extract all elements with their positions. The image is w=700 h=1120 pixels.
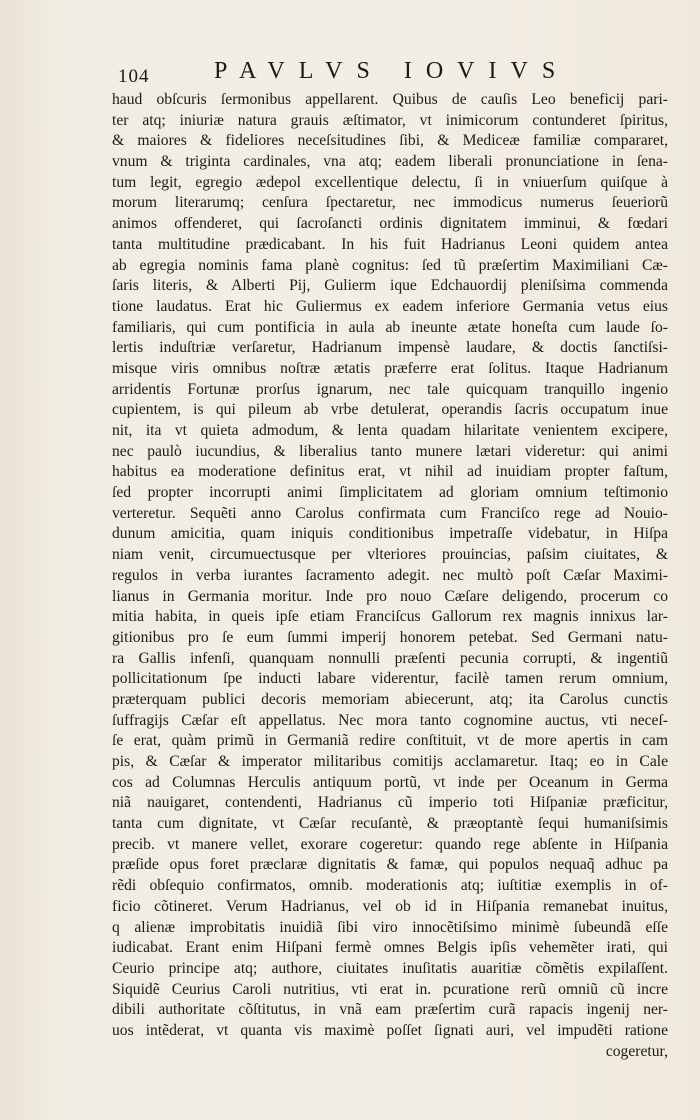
text-line: dunum amicitia, quam iniquis conditionibus impetraſſe videbatur, in Hiſpa <box>112 525 668 543</box>
text-line: pis, & Cæſar & imperator militaribus comitijs acclamaretur. Itaq; eo in Cale <box>112 753 668 770</box>
text-line: morum literarumq; cenſura ſpectaretur, nec immodicus numerus ſeueriorũ <box>112 194 668 212</box>
text-line: niã nauigaret, contendenti, Hadrianus cũ imperio toti Hiſpaniæ præficitur, <box>112 794 668 812</box>
text-line: ficio cõtineret. Verum Hadrianus, vel ob id in Hiſpania remanebat inuitus, <box>112 897 668 915</box>
text-line: cos ad Columnas Herculis antiquum portũ, vt inde per Oceanum in Germa <box>112 773 668 791</box>
text-line: ſuffragijs Cæſar eſt appellatus. Nec mora tanto cognomine auctus, vti neceſ- <box>112 711 668 729</box>
text-line: præſide opus foret præclaræ dignitatis & famæ, qui populos nequaq̃ adhuc pa <box>112 856 668 874</box>
text-line: Ceurio principe atq; authore, ciuitates inuſitatis auaritiæ cõmẽtis expilaſſent. <box>112 959 668 977</box>
text-line: cupientem, is qui pileum ab vrbe detulerat, operandis ſacris occupatum inue <box>112 401 668 419</box>
text-line: arridentis Fortunæ prorſus ignarum, nec tale quicquam tranquillo ingenio <box>112 380 668 398</box>
text-line: rẽdi obſequio confirmatos, omnib. moderationis atq; iuſtitiæ exemplis in of- <box>112 877 668 895</box>
text-line: nec paulò iucundius, & liberalius tanto munere lætari videretur: qui animi <box>112 442 668 460</box>
text-line: mitia habita, in queis ipſe etiam Franciſcus Gallorum rex magnis innixus lar- <box>112 608 668 626</box>
page-header <box>118 58 618 90</box>
text-line: habitus ea moderatione definitus erat, vt nihil ad inuidiam propter faſtum, <box>112 463 668 481</box>
text-line: q alienæ improbitatis inuidiã ſibi viro innocẽtiſsimo minimè ſubeundã eſſe <box>112 918 668 936</box>
text-line: nit, ita vt quieta admodum, & lenta quadam hilaritate venientem excipere, <box>112 422 668 439</box>
page-number: 104 <box>118 66 150 87</box>
text-line: tanta cum dignitate, vt Cæſar recuſantè, & præoptantè ſequi humaniſsimis <box>112 815 668 833</box>
text-line: familiaris, qui cum pontificia in aula ab ineunte ætate honeſta cum laude ſo- <box>112 318 668 336</box>
text-line: misque viris omnibus noſtræ ætatis præferre erat ſolitus. Itaque Hadrianum <box>112 359 668 377</box>
text-line: præterquam publici decoris memoriam abiecerunt, atq; ita Carolus cunctis <box>112 690 668 708</box>
text-line: ſe erat, quàm primũ in Germaniã redire conſtituit, vt de more apertis in cam <box>112 732 668 750</box>
text-line: lianus in Germania moritur. Inde pro nouo Cæſare deligendo, procerum co <box>112 587 668 605</box>
text-line: regulos in verba iurantes ſacramento adegit. nec multò poſt Cæſar Maximi- <box>112 566 668 584</box>
text-line: niam venit, circumuectusque per vlteriores prouincias, paſsim ciuitates, & <box>112 546 668 564</box>
text-line: animos offenderet, qui ſacroſancti ordinis dignitatem imminui, & fœdari <box>112 215 668 233</box>
text-line: ſed propter incorrupti animi ſimplicitatem ad gloriam omnium teſtimonio <box>112 484 668 502</box>
catchword: cogeretur, <box>605 1042 668 1060</box>
text-line: tanta multitudine prædicabant. In his fuit Hadrianus Leoni quidem antea <box>112 235 668 253</box>
text-line: tum legit, egregio ædepol excellentique delectu, ſi in vniuerſum quiſque à <box>112 173 668 191</box>
text-line: lertis induſtriæ verſaretur, Hadrianum impensè laudare, & doctis ſanctiſsi- <box>112 339 668 357</box>
text-line: Siquidẽ Ceurius Caroli nutritius, vti erat in. pcuratione rerũ omniũ cũ incre <box>112 980 668 998</box>
text-line: pollicitationum ſpe inducti labare viderentur, facilè tamen rerum omnium, <box>112 670 668 688</box>
text-line: ab egregia nominis fama planè cognitus: ſed tũ præſertim Maximiliani Cæ- <box>112 256 668 274</box>
text-line: uos intẽderat, vt quanta vis maximè poſſet ſignati auri, vel impudẽti ratione <box>112 1021 668 1039</box>
text-line: & maiores & fideliores neceſsitudines ſibi, & Mediceæ familiæ compararet, <box>112 132 668 150</box>
text-line: dibili authoritate cõſtitutus, in vnã eam præſertim curã rapacis ingenij ner- <box>112 1001 668 1019</box>
text-line: tione laudatus. Erat hic Guliermus ex eadem inferiore Germania vetus eius <box>112 297 668 315</box>
text-line: haud obſcuris ſermonibus appellarent. Quibus de cauſis Leo beneficij pari- <box>112 91 668 108</box>
text-line: verteretur. Sequẽti anno Carolus confirmata cum Franciſco rege ad Nouio- <box>112 504 668 522</box>
text-line: ra Gallis infenſi, quanquam nonnulli præſenti pecunia corrupti, & ingentiũ <box>112 649 668 667</box>
text-line: gitionibus pro ſe eum ſummi imperij honorem petebat. Sed Germani natu- <box>112 628 668 646</box>
text-line: ter atq; iniuriæ natura grauis æſtimator, vt inimicorum contunderet ſpiritus, <box>112 111 668 129</box>
text-line: vnum & triginta cardinales, vna atq; eadem liberali pronunciatione in ſena- <box>112 153 668 171</box>
text-line: precib. vt manere vellet, exorare cogeretur: quando rege abſente in Hiſpania <box>112 835 668 853</box>
running-title: PAVLVS IOVIVS <box>214 58 570 84</box>
body-text <box>112 90 668 1062</box>
text-line: iudicabat. Erant enim Hiſpani fermè omnes Belgis ipſis vehemẽter irati, qui <box>112 939 668 957</box>
text-line: ſaris literis, & Alberti Pij, Gulierm ique Edchauordij pleniſsima commenda <box>112 277 668 295</box>
